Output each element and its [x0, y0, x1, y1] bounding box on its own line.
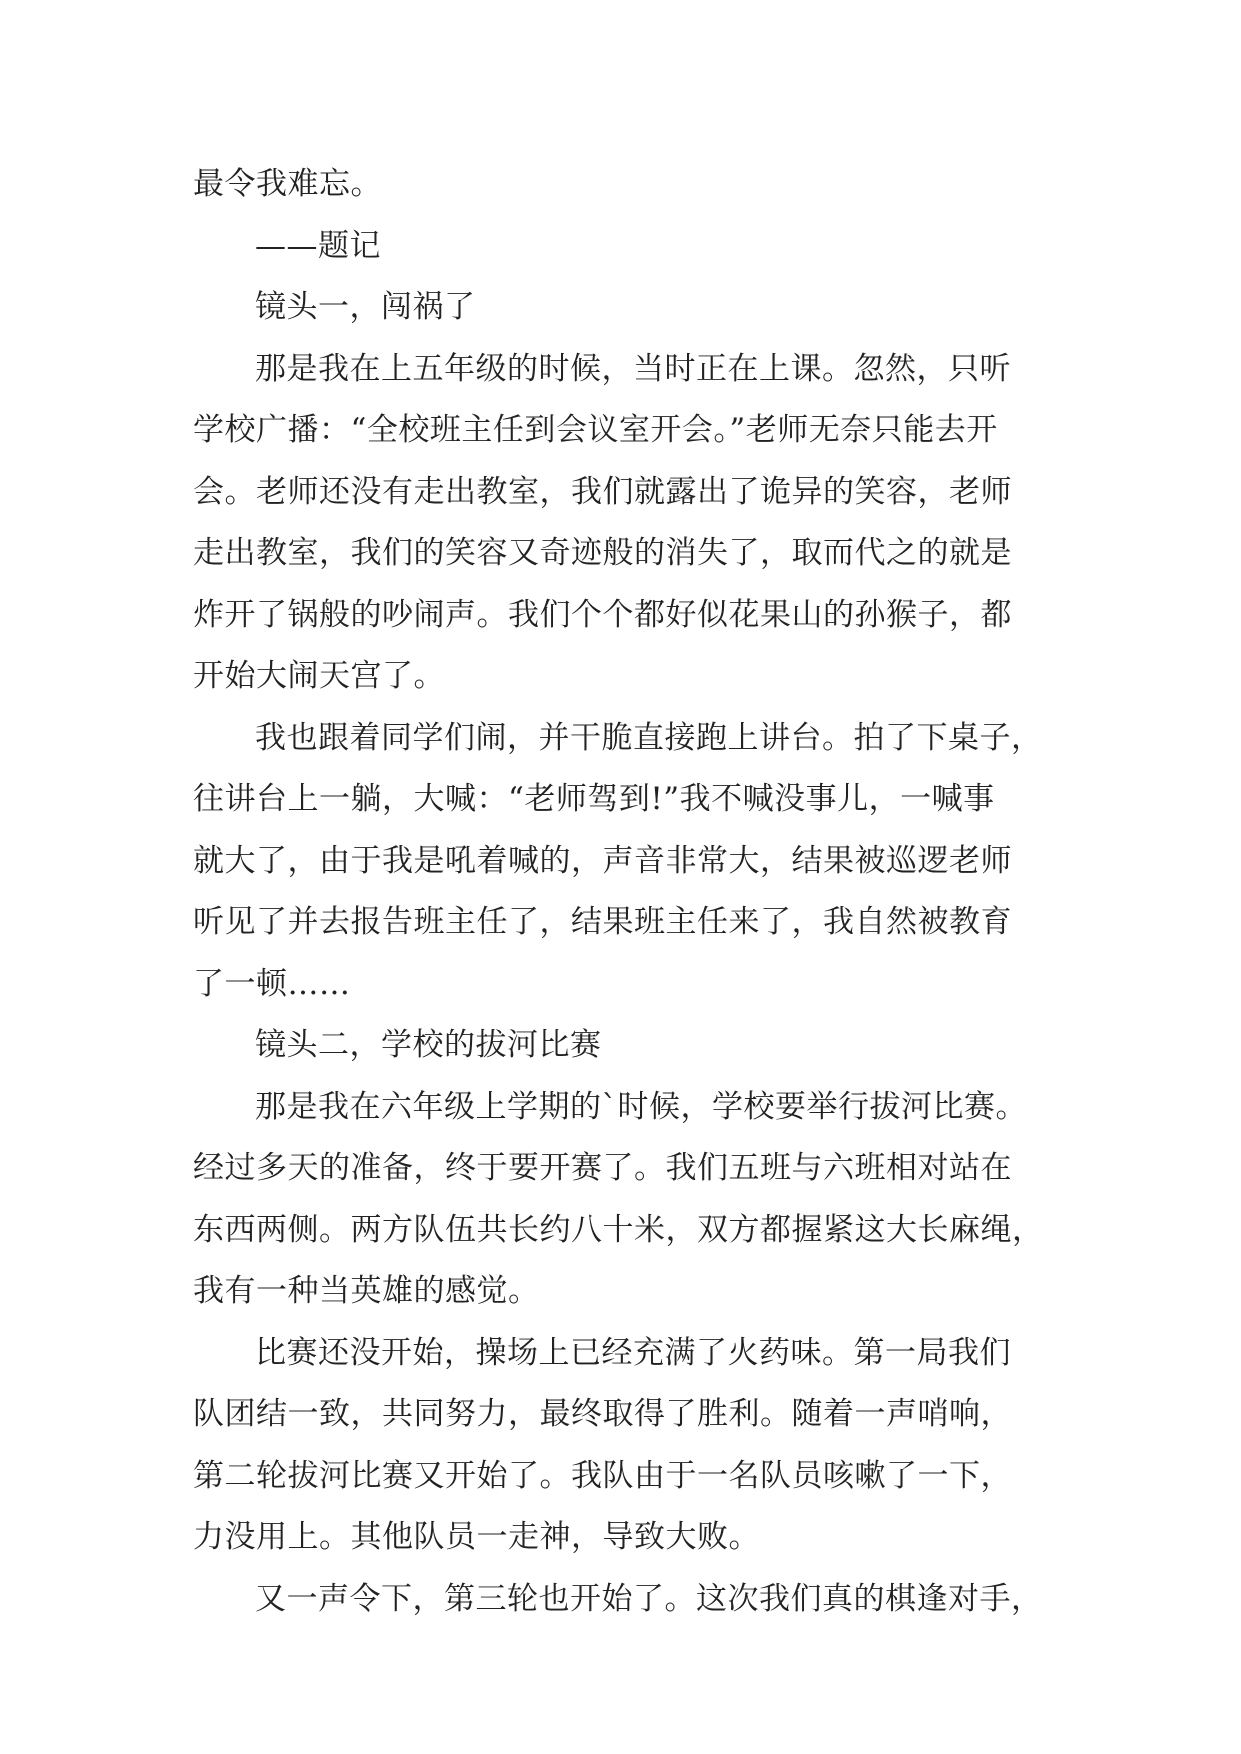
text-line: 学校广播：“全校班主任到会议室开会。”老师无奈只能去开	[193, 412, 998, 448]
text-line: 队团结一致，共同努力，最终取得了胜利。随着一声哨响，	[193, 1396, 1012, 1432]
text-line: 了一顿……	[193, 965, 351, 1002]
text-line: 听见了并去报告班主任了，结果班主任来了，我自然被教育	[193, 904, 1012, 940]
text-line: 我也跟着同学们闹，并干脆直接跑上讲台。拍了下桌子，	[255, 719, 1043, 756]
text-line: 走出教室，我们的笑容又奇迹般的消失了，取而代之的就是	[193, 535, 1012, 571]
text-line: 镜头一，闯祸了	[255, 289, 476, 325]
text-line: 往讲台上一躺，大喊：“老师驾到!”我不喊没事儿，一喊事	[193, 781, 995, 817]
document-body	[193, 154, 1065, 1630]
text-line: 第二轮拔河比赛又开始了。我队由于一名队员咳嗽了一下，	[193, 1457, 1012, 1494]
text-line: 力没用上。其他队员一走神，导致大败。	[193, 1519, 760, 1555]
text-line: 东西两侧。两方队伍共长约八十米，双方都握紧这大长麻绳，	[193, 1211, 1044, 1248]
text-line: 会。老师还没有走出教室，我们就露出了诡异的笑容，老师	[193, 473, 1012, 510]
text-line: 炸开了锅般的吵闹声。我们个个都好似花果山的孙猴子，都	[193, 596, 1012, 633]
text-line: 又一声令下，第三轮也开始了。这次我们真的棋逢对手，	[255, 1580, 1043, 1617]
text-line: 那是我在六年级上学期的`时候，学校要举行拔河比赛。	[255, 1088, 1027, 1125]
text-line: 经过多天的准备，终于要开赛了。我们五班与六班相对站在	[193, 1150, 1012, 1186]
text-line: 那是我在上五年级的时候，当时正在上课。忽然，只听	[255, 350, 1011, 387]
text-line: 就大了，由于我是吼着喊的，声音非常大，结果被巡逻老师	[193, 842, 1012, 879]
text-line: 比赛还没开始，操场上已经充满了火药味。第一局我们	[255, 1334, 1011, 1371]
text-line: 我有一种当英雄的感觉。	[193, 1273, 540, 1309]
text-line: 最令我难忘。	[193, 166, 382, 202]
text-line: ——题记	[255, 227, 381, 264]
text-line: 镜头二，学校的拔河比赛	[255, 1027, 602, 1063]
text-line: 开始大闹天宫了。	[193, 658, 445, 694]
